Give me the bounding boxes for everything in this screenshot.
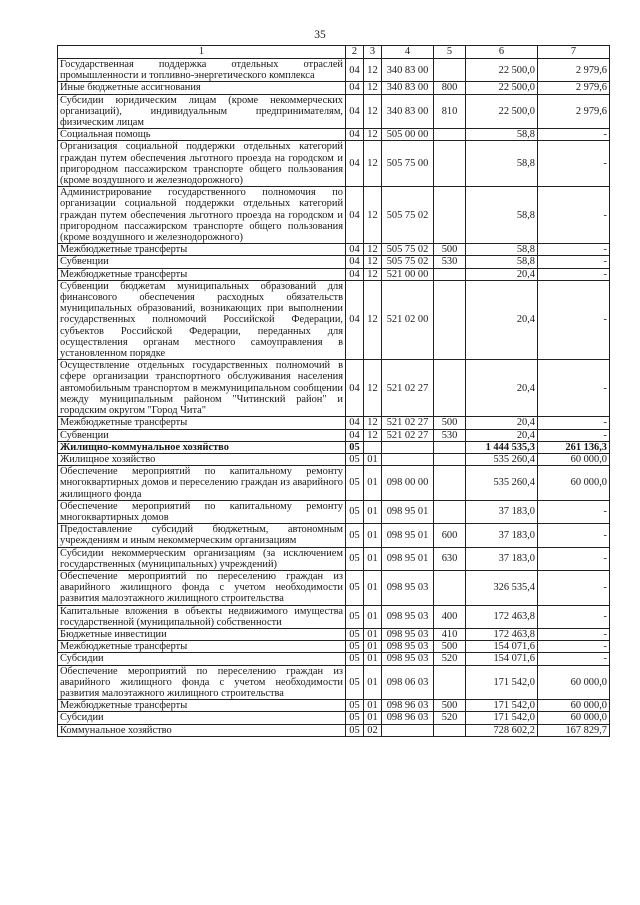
section-code: 04: [346, 280, 364, 359]
amount-col-6: 58,8: [466, 141, 538, 187]
section-code: 04: [346, 129, 364, 141]
target-article-code: 505 75 00: [382, 141, 434, 187]
target-article-code: [382, 453, 434, 465]
amount-col-6: 535 260,4: [466, 453, 538, 465]
row-name: Администрирование государственного полномочия по организации социальной поддержки отдельных категорий граждан путем обеспечения льготного проезда на городском и пригородном пассажирском транспорте общего пользования (кроме воздушного и железнодорожного): [58, 187, 346, 244]
section-code: 04: [346, 268, 364, 280]
row-name: Бюджетные инвестиции: [58, 628, 346, 640]
table-row: [58, 453, 610, 465]
amount-col-6: 1 444 535,3: [466, 441, 538, 453]
subsection-code: 01: [364, 700, 382, 712]
amount-col-6: 37 183,0: [466, 524, 538, 547]
subsection-code: 12: [364, 129, 382, 141]
target-article-code: 505 00 00: [382, 129, 434, 141]
target-article-code: [382, 724, 434, 736]
row-name: Субсидии юридическим лицам (кроме некоммерческих организаций), индивидуальным предпринимателям, физическим лицам: [58, 94, 346, 129]
table-row: [58, 244, 610, 256]
section-code: 05: [346, 466, 364, 501]
section-code: 05: [346, 641, 364, 653]
amount-col-6: 20,4: [466, 360, 538, 417]
row-name: Межбюджетные трансферты: [58, 641, 346, 653]
table-row: [58, 268, 610, 280]
page-number: 35: [314, 29, 326, 41]
target-article-code: [382, 441, 434, 453]
section-code: 04: [346, 256, 364, 268]
table-row: [58, 94, 610, 129]
target-article-code: 098 95 03: [382, 628, 434, 640]
subsection-code: 01: [364, 500, 382, 523]
table-row: [58, 141, 610, 187]
subsection-code: 12: [364, 280, 382, 359]
amount-col-6: 171 542,0: [466, 700, 538, 712]
amount-col-6: 326 535,4: [466, 570, 538, 605]
row-name: Субвенции: [58, 429, 346, 441]
row-name: Обеспечение мероприятий по капитальному ремонту многоквартирных домов и переселению граждан из аварийного жилищного фонда: [58, 466, 346, 501]
target-article-code: 340 83 00: [382, 59, 434, 82]
section-code: 04: [346, 429, 364, 441]
expense-type-code: 800: [434, 82, 466, 94]
section-code: 05: [346, 700, 364, 712]
section-code: 04: [346, 82, 364, 94]
section-code: 05: [346, 653, 364, 665]
expense-type-code: [434, 665, 466, 700]
amount-col-7: 60 000,0: [538, 712, 610, 724]
subsection-code: 01: [364, 712, 382, 724]
expense-type-code: 520: [434, 712, 466, 724]
subsection-code: 12: [364, 82, 382, 94]
section-code: 04: [346, 244, 364, 256]
row-name: Обеспечение мероприятий по переселению граждан из аварийного жилищного фонда с учетом необходимости развития малоэтажного жилищного строительства: [58, 570, 346, 605]
amount-col-7: -: [538, 570, 610, 605]
table-row: [58, 129, 610, 141]
table-row: [58, 605, 610, 628]
amount-col-6: 58,8: [466, 129, 538, 141]
subsection-code: 12: [364, 59, 382, 82]
subsection-code: 01: [364, 547, 382, 570]
subsection-code: 01: [364, 466, 382, 501]
subsection-code: 01: [364, 453, 382, 465]
subsection-code: 12: [364, 429, 382, 441]
target-article-code: 521 02 27: [382, 417, 434, 429]
expense-type-code: [434, 441, 466, 453]
table-row: [58, 547, 610, 570]
table-row: [58, 500, 610, 523]
section-code: 05: [346, 570, 364, 605]
target-article-code: 521 02 27: [382, 360, 434, 417]
target-article-code: 505 75 02: [382, 187, 434, 244]
expense-type-code: [434, 187, 466, 244]
expense-type-code: 630: [434, 547, 466, 570]
budget-table: [57, 45, 610, 737]
target-article-code: 340 83 00: [382, 82, 434, 94]
expense-type-code: 410: [434, 628, 466, 640]
row-name: Осуществление отдельных государственных полномочий в сфере организации транспортного обслуживания населения автомобильным транспортом в межмуниципальном сообщении между муниципальным районом "Читинский район" и городским округом "Город Чита": [58, 360, 346, 417]
target-article-code: 098 95 03: [382, 641, 434, 653]
expense-type-code: [434, 724, 466, 736]
target-article-code: 098 96 03: [382, 700, 434, 712]
expense-type-code: [434, 453, 466, 465]
expense-type-code: [434, 466, 466, 501]
amount-col-7: 2 979,6: [538, 82, 610, 94]
table-row: [58, 628, 610, 640]
section-code: 04: [346, 360, 364, 417]
table-row: [58, 280, 610, 359]
expense-type-code: [434, 268, 466, 280]
subsection-code: 01: [364, 570, 382, 605]
target-article-code: 521 02 27: [382, 429, 434, 441]
section-code: 05: [346, 547, 364, 570]
column-header: 1: [58, 46, 346, 59]
row-name: Капитальные вложения в объекты недвижимого имущества государственной (муниципальной) собственности: [58, 605, 346, 628]
amount-col-6: 154 071,6: [466, 653, 538, 665]
table-row: [58, 441, 610, 453]
amount-col-7: -: [538, 129, 610, 141]
column-header: 4: [382, 46, 434, 59]
amount-col-7: -: [538, 187, 610, 244]
expense-type-code: 500: [434, 641, 466, 653]
section-code: 05: [346, 712, 364, 724]
table-row: [58, 429, 610, 441]
amount-col-6: 535 260,4: [466, 466, 538, 501]
column-header: 7: [538, 46, 610, 59]
amount-col-6: 58,8: [466, 256, 538, 268]
section-code: 05: [346, 665, 364, 700]
section-code: 05: [346, 628, 364, 640]
target-article-code: 098 95 03: [382, 605, 434, 628]
target-article-code: 098 00 00: [382, 466, 434, 501]
expense-type-code: [434, 59, 466, 82]
amount-col-7: -: [538, 547, 610, 570]
header-row: [58, 46, 610, 59]
table-row: [58, 466, 610, 501]
section-code: 05: [346, 724, 364, 736]
row-name: Организация социальной поддержки отдельных категорий граждан путем обеспечения льготного проезда на городском и пригородном пассажирском транспорте общего пользования (кроме воздушного и железнодорожного): [58, 141, 346, 187]
subsection-code: 12: [364, 141, 382, 187]
table-row: [58, 700, 610, 712]
target-article-code: 098 95 01: [382, 524, 434, 547]
target-article-code: 098 95 03: [382, 653, 434, 665]
table-row: [58, 665, 610, 700]
table-row: [58, 724, 610, 736]
amount-col-6: 22 500,0: [466, 94, 538, 129]
subsection-code: 02: [364, 724, 382, 736]
section-code: 05: [346, 441, 364, 453]
amount-col-6: 58,8: [466, 187, 538, 244]
amount-col-7: -: [538, 141, 610, 187]
expense-type-code: 810: [434, 94, 466, 129]
amount-col-7: -: [538, 429, 610, 441]
table-row: [58, 59, 610, 82]
section-code: 05: [346, 453, 364, 465]
amount-col-7: 60 000,0: [538, 453, 610, 465]
expense-type-code: 500: [434, 417, 466, 429]
subsection-code: 12: [364, 360, 382, 417]
amount-col-6: 171 542,0: [466, 712, 538, 724]
section-code: 05: [346, 500, 364, 523]
amount-col-7: -: [538, 256, 610, 268]
amount-col-6: 172 463,8: [466, 605, 538, 628]
table-row: [58, 187, 610, 244]
amount-col-6: 58,8: [466, 244, 538, 256]
target-article-code: 098 96 03: [382, 712, 434, 724]
amount-col-6: 154 071,6: [466, 641, 538, 653]
row-name: Субвенции: [58, 256, 346, 268]
row-name: Субсидии: [58, 712, 346, 724]
target-article-code: 098 95 03: [382, 570, 434, 605]
section-code: 04: [346, 59, 364, 82]
section-code: 04: [346, 417, 364, 429]
expense-type-code: [434, 360, 466, 417]
expense-type-code: 520: [434, 653, 466, 665]
row-name: Субсидии: [58, 653, 346, 665]
row-name: Социальная помощь: [58, 129, 346, 141]
amount-col-6: 20,4: [466, 280, 538, 359]
amount-col-7: -: [538, 417, 610, 429]
table-row: [58, 653, 610, 665]
amount-col-7: 60 000,0: [538, 700, 610, 712]
target-article-code: 521 02 00: [382, 280, 434, 359]
column-header: 2: [346, 46, 364, 59]
row-name: Субсидии некоммерческим организациям (за исключением государственных (муниципальных) учреждений): [58, 547, 346, 570]
subsection-code: 01: [364, 628, 382, 640]
table-row: [58, 256, 610, 268]
target-article-code: 098 06 03: [382, 665, 434, 700]
amount-col-7: -: [538, 524, 610, 547]
row-name: Коммунальное хозяйство: [58, 724, 346, 736]
table-row: [58, 360, 610, 417]
amount-col-6: 20,4: [466, 417, 538, 429]
table-row: [58, 641, 610, 653]
row-name: Обеспечение мероприятий по переселению граждан из аварийного жилищного фонда с учетом необходимости развития малоэтажного жилищного строительства: [58, 665, 346, 700]
column-header: 5: [434, 46, 466, 59]
subsection-code: 12: [364, 244, 382, 256]
amount-col-7: 60 000,0: [538, 466, 610, 501]
expense-type-code: [434, 280, 466, 359]
expense-type-code: [434, 500, 466, 523]
target-article-code: 505 75 02: [382, 256, 434, 268]
section-code: 04: [346, 94, 364, 129]
target-article-code: 098 95 01: [382, 500, 434, 523]
column-header: 3: [364, 46, 382, 59]
amount-col-7: -: [538, 280, 610, 359]
section-code: 04: [346, 141, 364, 187]
subsection-code: 01: [364, 524, 382, 547]
expense-type-code: [434, 570, 466, 605]
row-name: Межбюджетные трансферты: [58, 417, 346, 429]
subsection-code: 12: [364, 94, 382, 129]
target-article-code: 505 75 02: [382, 244, 434, 256]
expense-type-code: 530: [434, 429, 466, 441]
row-name: Жилищное хозяйство: [58, 453, 346, 465]
amount-col-6: 22 500,0: [466, 59, 538, 82]
amount-col-7: -: [538, 268, 610, 280]
amount-col-7: 2 979,6: [538, 94, 610, 129]
expense-type-code: 500: [434, 700, 466, 712]
amount-col-6: 22 500,0: [466, 82, 538, 94]
amount-col-7: 60 000,0: [538, 665, 610, 700]
row-name: Государственная поддержка отдельных отраслей промышленности и топливно-энергетического комплекса: [58, 59, 346, 82]
amount-col-7: -: [538, 500, 610, 523]
subsection-code: 01: [364, 665, 382, 700]
row-name: Межбюджетные трансферты: [58, 268, 346, 280]
amount-col-6: 20,4: [466, 268, 538, 280]
expense-type-code: 530: [434, 256, 466, 268]
subsection-code: 12: [364, 256, 382, 268]
amount-col-7: -: [538, 628, 610, 640]
subsection-code: 12: [364, 187, 382, 244]
subsection-code: 01: [364, 653, 382, 665]
row-name: Межбюджетные трансферты: [58, 244, 346, 256]
table-row: [58, 712, 610, 724]
target-article-code: 098 95 01: [382, 547, 434, 570]
amount-col-6: 172 463,8: [466, 628, 538, 640]
amount-col-6: 171 542,0: [466, 665, 538, 700]
section-code: 05: [346, 524, 364, 547]
amount-col-6: 728 602,2: [466, 724, 538, 736]
subsection-code: 12: [364, 268, 382, 280]
row-name: Иные бюджетные ассигнования: [58, 82, 346, 94]
amount-col-7: -: [538, 360, 610, 417]
amount-col-7: 167 829,7: [538, 724, 610, 736]
row-name: Предоставление субсидий бюджетным, автономным учреждениям и иным некоммерческим организациям: [58, 524, 346, 547]
row-name: Субвенции бюджетам муниципальных образований для финансового обеспечения расходных обязательств муниципальных образований, возникающих при выполнении государственных полномочий Российской Федерации, субъектов Российской Федерации, переданных для осуществления органам местного самоуправления в установленном порядке: [58, 280, 346, 359]
target-article-code: 340 83 00: [382, 94, 434, 129]
subsection-code: 01: [364, 605, 382, 628]
table-row: [58, 570, 610, 605]
amount-col-7: 261 136,3: [538, 441, 610, 453]
amount-col-7: -: [538, 244, 610, 256]
row-name: Межбюджетные трансферты: [58, 700, 346, 712]
amount-col-6: 20,4: [466, 429, 538, 441]
amount-col-7: -: [538, 641, 610, 653]
table-row: [58, 82, 610, 94]
subsection-code: 01: [364, 641, 382, 653]
row-name: Обеспечение мероприятий по капитальному ремонту многоквартирных домов: [58, 500, 346, 523]
expense-type-code: 400: [434, 605, 466, 628]
subsection-code: 12: [364, 417, 382, 429]
column-header: 6: [466, 46, 538, 59]
table-row: [58, 417, 610, 429]
section-code: 05: [346, 605, 364, 628]
expense-type-code: [434, 141, 466, 187]
amount-col-6: 37 183,0: [466, 500, 538, 523]
target-article-code: 521 00 00: [382, 268, 434, 280]
expense-type-code: 600: [434, 524, 466, 547]
amount-col-7: -: [538, 653, 610, 665]
expense-type-code: [434, 129, 466, 141]
amount-col-7: -: [538, 605, 610, 628]
subsection-code: [364, 441, 382, 453]
amount-col-6: 37 183,0: [466, 547, 538, 570]
section-code: 04: [346, 187, 364, 244]
row-name: Жилищно-коммунальное хозяйство: [58, 441, 346, 453]
expense-type-code: 500: [434, 244, 466, 256]
amount-col-7: 2 979,6: [538, 59, 610, 82]
table-row: [58, 524, 610, 547]
